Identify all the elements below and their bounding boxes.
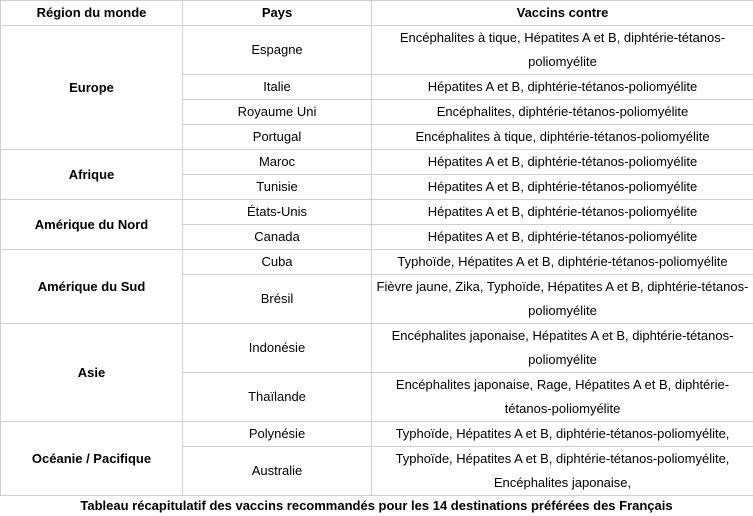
vaccines-cell: Hépatites A et B, diphtérie-tétanos-poliomyélite <box>372 175 753 200</box>
region-cell: Afrique <box>1 150 183 200</box>
vaccines-cell: Hépatites A et B, diphtérie-tétanos-poliomyélite <box>372 150 753 175</box>
country-cell: Italie <box>183 75 372 100</box>
vaccines-cell: Hépatites A et B, diphtérie-tétanos-poliomyélite <box>372 200 753 225</box>
table-row <box>1 324 753 373</box>
vaccines-cell: Typhoïde, Hépatites A et B, diphtérie-tétanos-poliomyélite <box>372 250 753 275</box>
region-cell: Océanie / Pacifique <box>1 422 183 496</box>
region-cell: Amérique du Sud <box>1 250 183 324</box>
vaccines-cell: Typhoïde, Hépatites A et B, diphtérie-tétanos-poliomyélite, <box>372 422 753 447</box>
country-cell: Tunisie <box>183 175 372 200</box>
country-cell: Canada <box>183 225 372 250</box>
country-cell: Polynésie <box>183 422 372 447</box>
region-cell: Amérique du Nord <box>1 200 183 250</box>
vaccines-cell: Encéphalites à tique, diphtérie-tétanos-poliomyélite <box>372 125 753 150</box>
vaccines-cell: Fièvre jaune, Zika, Typhoïde, Hépatites A et B, diphtérie-tétanos-poliomyélite <box>372 275 753 324</box>
table-row <box>1 200 753 225</box>
table-row <box>1 150 753 175</box>
country-cell: Portugal <box>183 125 372 150</box>
country-cell: Cuba <box>183 250 372 275</box>
country-cell: Australie <box>183 447 372 496</box>
country-cell: Indonésie <box>183 324 372 373</box>
header-region: Région du monde <box>1 1 183 26</box>
header-country: Pays <box>183 1 372 26</box>
header-row <box>1 1 753 26</box>
vaccines-cell: Hépatites A et B, diphtérie-tétanos-poliomyélite <box>372 225 753 250</box>
country-cell: Brésil <box>183 275 372 324</box>
vaccines-cell: Encéphalites à tique, Hépatites A et B, diphtérie-tétanos-poliomyélite <box>372 26 753 75</box>
table-row <box>1 422 753 447</box>
header-vaccines: Vaccins contre <box>372 1 753 26</box>
country-cell: Thaïlande <box>183 373 372 422</box>
region-cell: Asie <box>1 324 183 422</box>
vaccines-cell: Encéphalites japonaise, Hépatites A et B, diphtérie-tétanos-poliomyélite <box>372 324 753 373</box>
table-caption: Tableau récapitulatif des vaccins recommandés pour les 14 destinations préférées des Français <box>0 496 753 516</box>
region-cell: Europe <box>1 26 183 150</box>
table-row <box>1 26 753 75</box>
country-cell: Royaume Uni <box>183 100 372 125</box>
vaccines-cell: Encéphalites, diphtérie-tétanos-poliomyélite <box>372 100 753 125</box>
country-cell: Maroc <box>183 150 372 175</box>
vaccines-cell: Typhoïde, Hépatites A et B, diphtérie-tétanos-poliomyélite, Encéphalites japonaise, <box>372 447 753 496</box>
country-cell: États-Unis <box>183 200 372 225</box>
table-row <box>1 250 753 275</box>
vaccines-cell: Hépatites A et B, diphtérie-tétanos-poliomyélite <box>372 75 753 100</box>
country-cell: Espagne <box>183 26 372 75</box>
vaccines-cell: Encéphalites japonaise, Rage, Hépatites A et B, diphtérie-tétanos-poliomyélite <box>372 373 753 422</box>
